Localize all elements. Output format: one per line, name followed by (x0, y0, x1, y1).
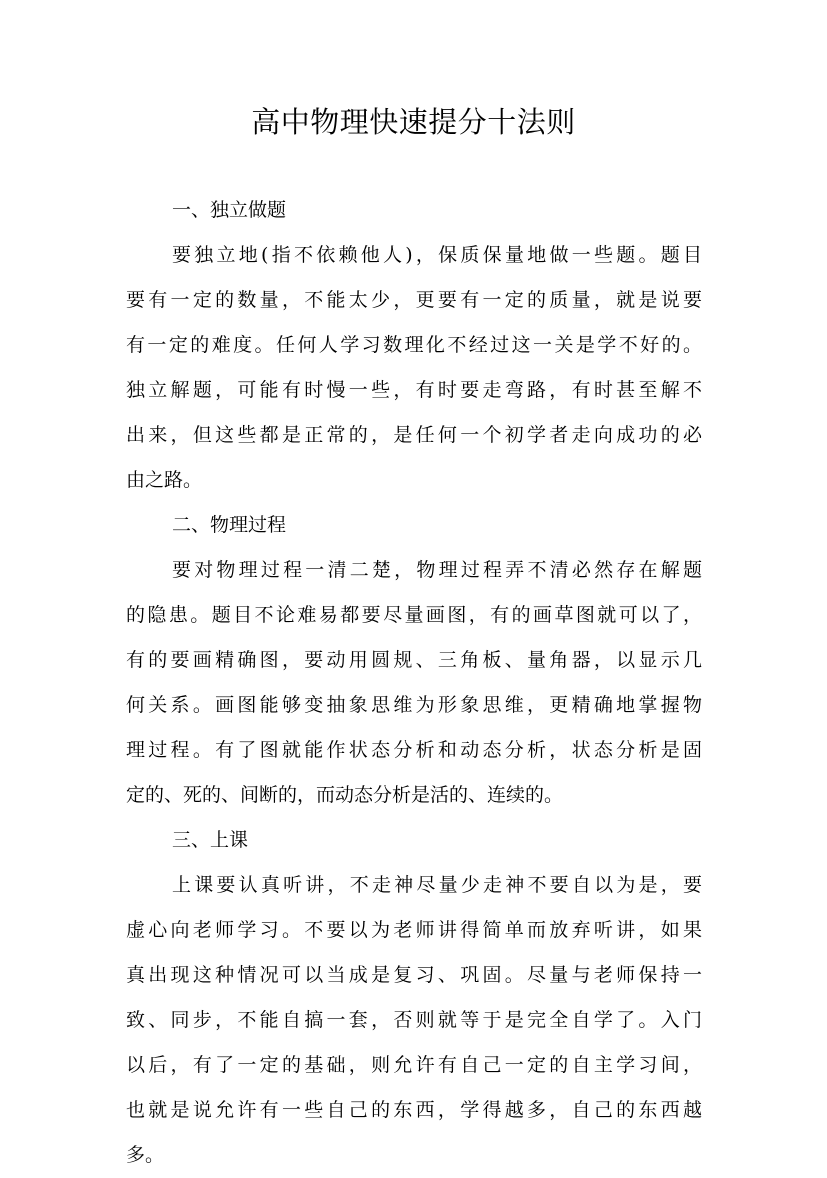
paragraph-line: 有一定的难度。任何人学习数理化不经过这一关是学不好的。 (126, 334, 702, 356)
document-body (126, 188, 702, 1178)
paragraph-line: 有的要画精确图，要动用圆规、三角板、量角器，以显示几 (126, 649, 702, 671)
paragraph-line: 要有一定的数量，不能太少，更要有一定的质量，就是说要 (126, 289, 702, 311)
paragraph-line: 要独立地(指不依赖他人)，保质保量地做一些题。题目 (172, 244, 702, 266)
paragraph-line: 独立解题，可能有时慢一些，有时要走弯路，有时甚至解不 (126, 379, 702, 401)
paragraph-line: 何关系。画图能够变抽象思维为形象思维，更精确地掌握物 (126, 694, 702, 716)
section-paragraph-independent-practice (126, 233, 702, 503)
document-title: 高中物理快速提分十法则 (251, 105, 576, 139)
section-paragraph-attending-class (126, 863, 702, 1178)
paragraph-line: 多。 (126, 1144, 165, 1166)
paragraph-line: 也就是说允许有一些自己的东西，学得越多，自己的东西越 (126, 1099, 702, 1121)
paragraph-line: 的隐患。题目不论难易都要尽量画图，有的画草图就可以了， (126, 604, 702, 626)
paragraph-line: 要对物理过程一清二楚，物理过程弄不清必然存在解题 (172, 559, 702, 581)
section-paragraph-physical-process (126, 548, 702, 818)
paragraph-line: 致、同步，不能自搞一套，否则就等于是完全自学了。入门 (126, 1009, 702, 1031)
paragraph-line: 真出现这种情况可以当成是复习、巩固。尽量与老师保持一 (126, 964, 702, 986)
paragraph-line: 上课要认真听讲，不走神尽量少走神不要自以为是，要 (172, 874, 702, 896)
paragraph-line: 虚心向老师学习。不要以为老师讲得简单而放弃听讲，如果 (126, 919, 702, 941)
paragraph-line: 由之路。 (126, 469, 203, 491)
paragraph-line: 定的、死的、间断的，而动态分析是活的、连续的。 (126, 784, 564, 806)
paragraph-line: 出来，但这些都是正常的，是任何一个初学者走向成功的必 (126, 424, 702, 446)
section-heading-attending-class: 三、上课 (172, 829, 249, 851)
paragraph-line: 以后，有了一定的基础，则允许有自己一定的自主学习间， (126, 1054, 702, 1076)
paragraph-line: 理过程。有了图就能作状态分析和动态分析，状态分析是固 (126, 739, 702, 761)
section-heading-independent-practice: 一、独立做题 (172, 199, 287, 221)
section-heading-physical-process: 二、物理过程 (172, 514, 287, 536)
